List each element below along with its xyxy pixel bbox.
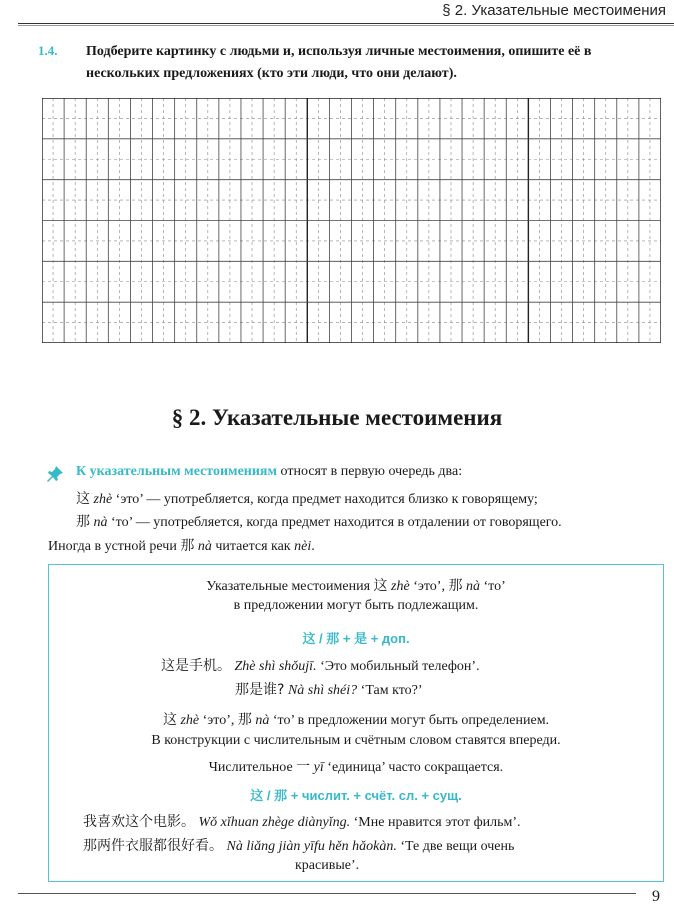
keyword-demonstratives: К указательным местоимениям bbox=[76, 464, 278, 479]
example-2: 那是谁? Nà shì shéi? ‘Там кто?’ bbox=[235, 682, 423, 698]
formula-subject: 这 / 那 + 是 + доп. bbox=[302, 631, 410, 646]
example-4-continued: красивые’. bbox=[295, 858, 360, 873]
intro-line-1: К указательным местоимениям относят в первую очередь два: bbox=[76, 464, 463, 479]
exercise-instruction: Подберите картинку с людьми и, используя личные местоимения, опишите её в нескольких предложениях (кто эти люди, что они делают). bbox=[86, 44, 592, 81]
rule-line-3: 这 zhè ‘это’, 那 nà ‘то’ в предложении могут быть определением. bbox=[162, 712, 550, 728]
page-number: 9 bbox=[652, 888, 660, 905]
header-rule bbox=[18, 23, 674, 24]
intro-line-zhe: 这 zhè ‘это’ — употребляется, когда предмет находится близко к говорящему; bbox=[76, 491, 538, 507]
header-rule-thin bbox=[18, 25, 674, 26]
intro-line-nei: Иногда в устной речи 那 nà читается как nèi. bbox=[48, 538, 315, 554]
rule-line-5: Числительное 一 yī ‘единица’ часто сокращается. bbox=[208, 759, 504, 775]
rule-line-1: Указательные местоимения 这 zhè ‘это’, 那 nà ‘то’ bbox=[206, 578, 506, 594]
pushpin-icon bbox=[46, 465, 64, 483]
intro-line-na: 那 nà ‘то’ — употребляется, когда предмет находится в отдалении от говорящего. bbox=[76, 514, 562, 530]
example-3: 我喜欢这个电影。 Wǒ xǐhuan zhège diànyǐng. ‘Мне нравится этот фильм’. bbox=[83, 814, 521, 830]
footer-rule bbox=[18, 893, 636, 894]
section-title: § 2. Указательные местоимения bbox=[171, 405, 503, 430]
example-1: 这是手机。 Zhè shì shǒujī. ‘Это мобильный телефон’. bbox=[161, 658, 480, 674]
writing-grid bbox=[42, 98, 661, 343]
example-4: 那两件衣服都很好看。 Nà liǎng jiàn yīfu hěn hǎokàn. ‘Те две вещи очень bbox=[83, 838, 515, 854]
formula-attribute: 这 / 那 + числит. + счёт. сл. + сущ. bbox=[250, 788, 462, 803]
rule-line-2: в предложении могут быть подлежащим. bbox=[233, 598, 479, 613]
running-title: § 2. Указательные местоимения bbox=[442, 2, 666, 19]
grammar-rule-box bbox=[48, 564, 664, 882]
exercise-number: 1.4. bbox=[38, 43, 58, 58]
rule-line-4: В конструкции с числительным и счётным словом ставятся впереди. bbox=[151, 733, 561, 748]
